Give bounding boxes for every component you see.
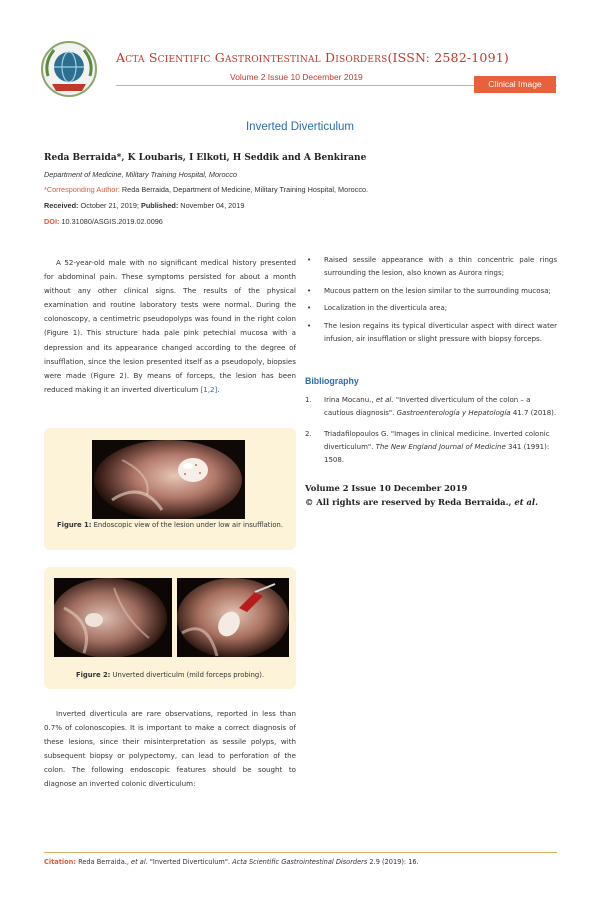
figure-2-label: Figure 2: <box>75 671 111 679</box>
reference-number: 1. <box>305 396 312 404</box>
bibliography-heading: Bibliography <box>305 376 359 386</box>
figure-2-caption-text: Unverted diverticulm (mild forceps probing). <box>112 671 265 679</box>
copyright-issue: Volume 2 Issue 10 December 2019 <box>305 483 468 493</box>
reference-journal: The New England Journal of Medicine <box>375 442 506 451</box>
article-title: Inverted Diverticulum <box>245 121 354 133</box>
citation-details: 2.9 (2019): 16. <box>369 858 419 866</box>
citation-etal: et al. <box>131 858 148 866</box>
list-item: • Localization in the diverticula area; <box>305 302 557 315</box>
doi <box>44 217 564 226</box>
published-label: Published: <box>140 201 179 210</box>
citation-label: Citation: <box>44 858 76 866</box>
citation-authors: Reda Berraida., <box>78 858 129 866</box>
received-label: Received: <box>44 201 79 210</box>
list-item: • Raised sessile appearance with a thin concentric pale rings surrounding the lesion, also known as Aurora rings; <box>305 254 557 281</box>
copyright-block <box>305 481 538 509</box>
para1-text: A 52-year-old male with no significant medical history presented for abdominal pain. These symptoms persisted for about a month without any other clinical signs. The results of the physical examination and routine laboratory tests were normal. During the colonoscopy, a centimetric pseudopolyps was found in the right colon (Figure 1). This structure hada pale pink petechial mucosa with a depression and its appearance changed according to the degree of insufflation, since the lesion presented itself as a pseudopoly, biopsies were made (Figure 2). By means of forceps, the lesion has been reduced making it an inverted diverticulum <box>44 258 296 394</box>
para1-end: . <box>217 384 220 394</box>
published-date: November 04, 2019 <box>180 201 245 210</box>
reference-details: 341 (1991): 1508. <box>324 442 550 465</box>
figure-2-endoscopic-image-left <box>54 578 172 657</box>
reference-etal: et al. <box>375 396 394 404</box>
figure-2-endoscopic-image-right <box>177 578 289 657</box>
department: Department of Medicine, Military Training Hospital, Morocco <box>44 170 237 179</box>
reference-authors: Triadafilopoulos G. "Images in clinical medicine. Inverted colonic diverticulum". <box>324 429 550 451</box>
figure-1 <box>44 428 296 550</box>
footer-divider <box>44 852 557 853</box>
copyright-text: © All rights are reserved by Reda Berraida., <box>305 497 512 507</box>
endoscopic-features-list <box>305 254 557 350</box>
corresponding-author <box>44 185 564 194</box>
reference-journal: Gastroenterología y Hepatología <box>396 409 511 418</box>
issue-line: Volume 2 Issue 10 December 2019 <box>230 72 363 82</box>
list-item: • Mucous pattern on the lesion similar to the surrounding mucosa; <box>305 285 557 298</box>
doi-label: DOI: <box>44 217 60 226</box>
corresponding-label: *Corresponding Author: <box>44 185 120 194</box>
journal-logo <box>40 40 98 98</box>
reference-authors: Irina Mocanu., <box>324 396 374 404</box>
received-date: October 21, 2019; <box>80 201 139 210</box>
authors: Reda Berraida*, K Loubaris, I Elkoti, H Seddik and A Benkirane <box>44 153 367 163</box>
journal-title: Acta Scientific Gastrointestinal Disorders(ISSN: 2582-1091) <box>116 50 509 65</box>
citation-title: "Inverted Diverticulum". <box>149 858 230 866</box>
citation-journal: Acta Scientific Gastrointestinal Disorders <box>232 858 368 866</box>
figure-1-label: Figure 1: <box>56 521 92 529</box>
reference-details: 41.7 (2018). <box>512 409 557 418</box>
reference-number: 2. <box>305 429 312 438</box>
citation-footer <box>44 858 419 866</box>
figure-1-endoscopic-image <box>92 440 245 519</box>
corresponding-text: Reda Berraida, Department of Medicine, Military Training Hospital, Morocco. <box>121 185 369 194</box>
dates <box>44 201 564 210</box>
doi-value[interactable]: 10.31080/ASGIS.2019.02.0096 <box>61 217 163 226</box>
list-item: • The lesion regains its typical diverticular aspect with direct water infusion, air insufflation or slight pressure with biopsy forceps. <box>305 320 557 347</box>
body-paragraph-1 <box>44 256 296 397</box>
copyright-line <box>305 495 538 509</box>
figure-1-caption <box>44 519 296 531</box>
reference-title: "Inverted diverticulum of the colon – a cautious diagnosis". <box>324 396 531 418</box>
reference-list <box>305 394 557 474</box>
citation-link[interactable]: [1,2] <box>200 384 218 394</box>
figure-1-caption-text: Endoscopic view of the lesion under low air insufflation. <box>93 521 283 529</box>
reference-item <box>305 428 557 468</box>
body-paragraph-2: Inverted diverticula are rare observations, reported in less than 0.7% of colonoscopies. It is important to make a correct diagnosis of these lesions, since their misinterpretation as sessile polyps, with subsequent biopsy or polypectomy, can lead to perforation of the colon. The following endoscopic features should be sought to diagnose an inverted colonic diverticulum: <box>44 709 296 789</box>
copyright-etal: et al. <box>514 497 538 507</box>
reference-item <box>305 394 557 421</box>
figure-2 <box>44 567 296 689</box>
article-type-badge: Clinical Image <box>474 76 556 93</box>
figure-2-caption <box>44 669 296 681</box>
